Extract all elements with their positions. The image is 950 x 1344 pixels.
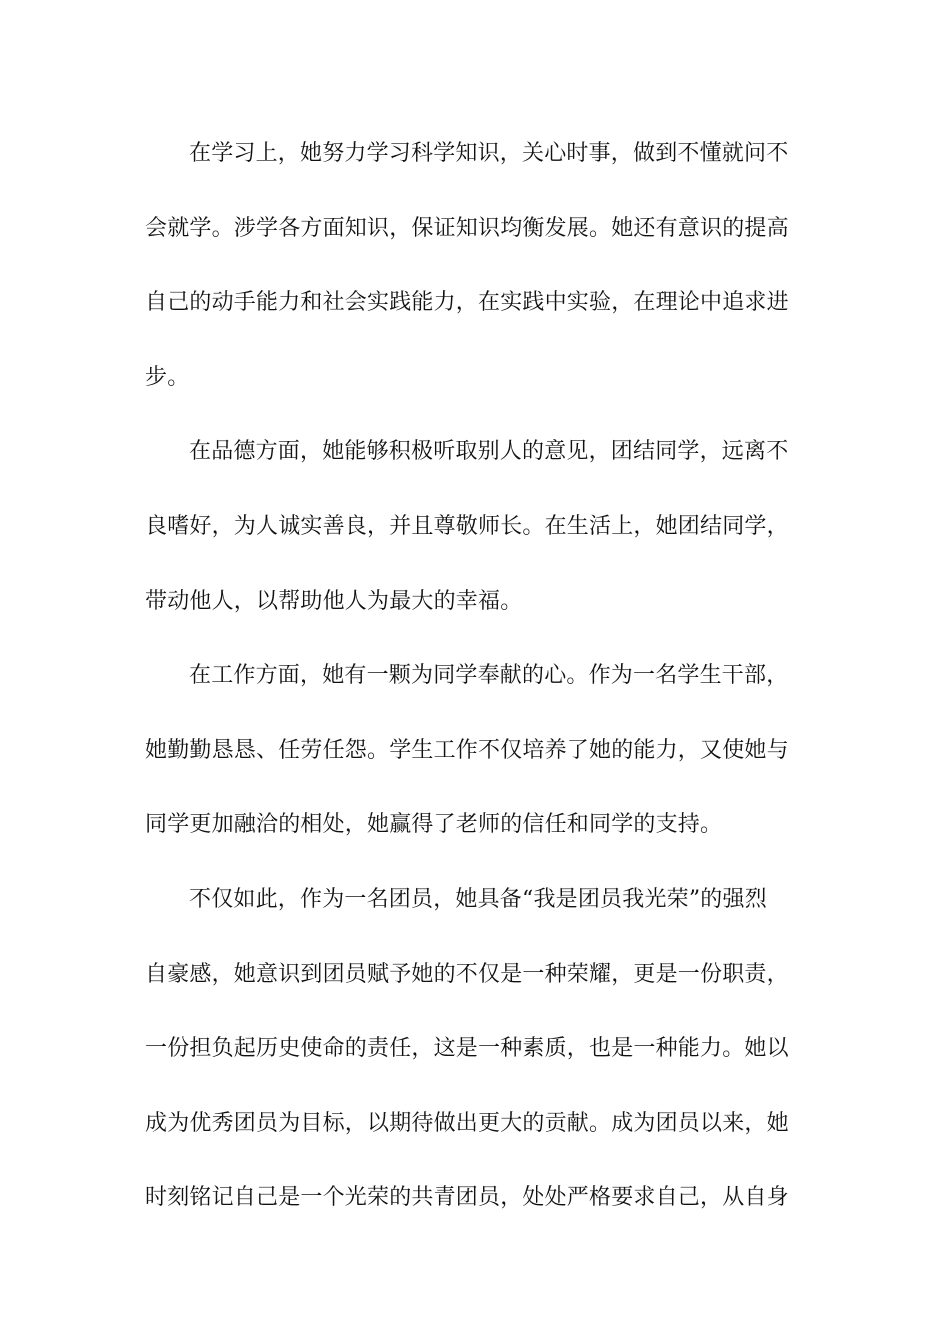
text-line: 步。: [145, 364, 190, 390]
text-line: 她勤勤恳恳、任劳任怨。学生工作不仅培养了她的能力，又使她与: [145, 737, 789, 763]
text-line: 不仅如此，作为一名团员，她具备“我是团员我光荣”的强烈: [189, 886, 767, 912]
text-line: 良嗜好，为人诚实善良，并且尊敬师长。在生活上，她团结同学，: [145, 513, 789, 539]
text-line: 在学习上，她努力学习科学知识，关心时事，做到不懂就问不: [189, 141, 789, 166]
text-line: 在品德方面，她能够积极听取别人的意见，团结同学，远离不: [189, 439, 789, 465]
text-line: 一份担负起历史使命的责任，这是一种素质，也是一种能力。她以: [145, 1036, 789, 1062]
text-line: 会就学。涉学各方面知识，保证知识均衡发展。她还有意识的提高: [145, 215, 789, 241]
text-line: 时刻铭记自己是一个光荣的共青团员，处处严格要求自己，从自身: [145, 1185, 789, 1211]
text-line: 自豪感，她意识到团员赋予她的不仅是一种荣耀，更是一份职责，: [145, 961, 789, 987]
text-line: 同学更加融洽的相处，她赢得了老师的信任和同学的支持。: [145, 812, 723, 838]
text-line: 自己的动手能力和社会实践能力，在实践中实验，在理论中追求进: [145, 290, 789, 316]
body-text: [145, 125, 810, 1244]
text-line: 在工作方面，她有一颗为同学奉献的心。作为一名学生干部，: [189, 663, 789, 689]
text-line: 带动他人，以帮助他人为最大的幸福。: [145, 588, 523, 614]
text-line: 成为优秀团员为目标，以期待做出更大的贡献。成为团员以来，她: [145, 1110, 789, 1136]
